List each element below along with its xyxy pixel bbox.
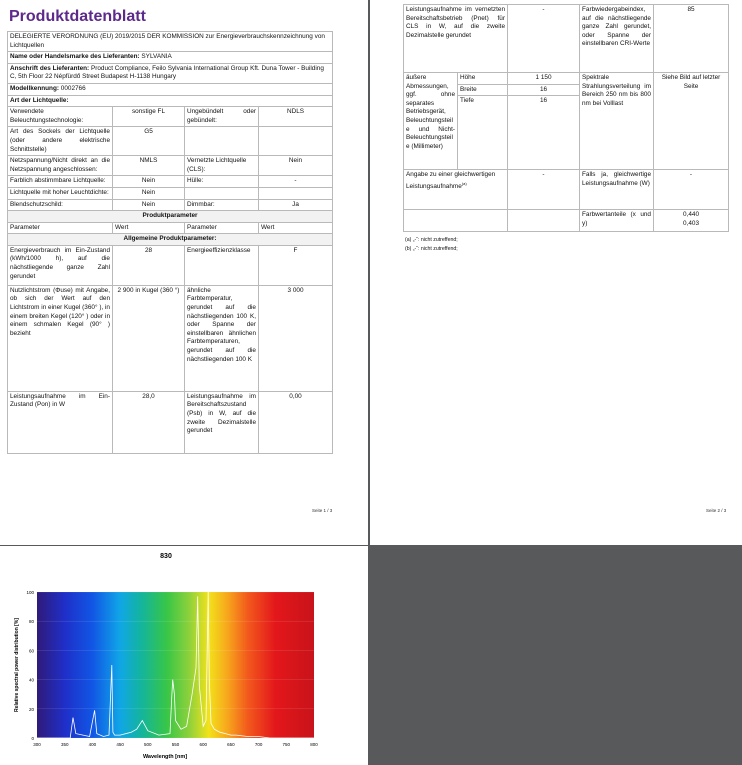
page-1	[0, 0, 368, 545]
table-row: Art des Sockels der Lichtquelle (oder andere elektrische Schnittstelle) G5	[8, 127, 333, 156]
table-row: Farblich abstimmbare Lichtquelle: Nein Hülle: -	[8, 176, 333, 188]
x-axis-ticks	[33, 742, 318, 747]
table-row: Farbwertanteile (x und y) 0,440 0,403	[404, 210, 729, 232]
table-row: äußere Abmessungen, ggf. ohne separates Betriebsgerät, Beleuchtungsteile und Nicht-Beleuchtungsteile (Millimeter) Höhe 1 150 Spektrale Strahlungsverteilung im Bereich 250 nm bis 800 nm bei Volllast Siehe Bild auf letzter Seite	[404, 73, 729, 85]
table-row: Leistungsaufnahme im Ein-Zustand (Pon) in W 28,0 Leistungsaufnahme im Bereitschaftszustand (Psb) in W, auf die zweite Dezimalstelle gerundet 0,00	[8, 391, 333, 453]
datasheet-table-continued	[403, 4, 729, 232]
x-tick-label: 500	[144, 742, 152, 747]
table-row: Blendschutzschild: Nein Dimmbar: Ja	[8, 199, 333, 211]
regulation-text: DELEGIERTE VERORDNUNG (EU) 2019/2015 DER KOMMISSION zur Energieverbrauchskennzeichnung von Lichtquellen	[8, 32, 333, 52]
x-tick-label: 550	[171, 742, 180, 747]
y-tick-label: 40	[28, 677, 34, 683]
luminous-flux-label: Nutzlichtstrom (Φuse) mit Angabe, ob sich der Wert auf den Lichtstrom in einer Kugel (360° ), in einem breiten Kegel (120° ) oder in einem schmalen Kegel (90° ) bezieht	[8, 285, 113, 391]
table-row: Angabe zu einer gleichwertigen Leistungsaufnahme$^{(a)}$ - Falls ja, gleichwertige Leistungsaufnahme (W) -	[404, 170, 729, 210]
x-tick-label: 700	[254, 742, 263, 747]
x-tick-label: 350	[60, 742, 69, 747]
y-axis-label: Relative spectral power distribution [%]	[14, 618, 20, 712]
y-tick-label: 0	[31, 736, 34, 741]
x-tick-label: 650	[227, 742, 235, 747]
x-axis-label: Wavelength [nm]	[142, 754, 188, 760]
document-title: Produktdatenblatt	[9, 8, 146, 25]
table-row: Netzspannung/Nicht direkt an die Netzspannung angeschlossen: NMLS Vernetzte Lichtquelle (CLS): Nein	[8, 156, 333, 176]
table-row: Lichtquelle mit hoher Leuchtdichte: Nein	[8, 187, 333, 199]
product-params-heading: Produktparameter	[8, 211, 333, 223]
general-params-heading: Allgemeine Produktparameter:	[8, 234, 333, 246]
x-tick-label: 800	[310, 742, 318, 747]
x-tick-label: 300	[33, 742, 41, 747]
y-tick-label: 100	[26, 590, 34, 595]
model-row: Modellkennung: 0002766	[8, 83, 333, 95]
footnote-a: (a) „-“: nicht zutreffend;	[405, 237, 458, 244]
footnote-b: (b) „-“: nicht zutreffend;	[405, 246, 458, 253]
x-tick-label: 400	[88, 742, 97, 747]
table-row: Energieverbrauch im Ein-Zustand (kWh/1000 h), auf die nächstliegende ganze Zahl gerundet 28 Energieeffizienzklasse F	[8, 245, 333, 285]
y-tick-label: 80	[28, 619, 34, 625]
supplier-address-row: Anschrift des Lieferanten: Product Compliance, Feilo Sylvania International Group Kft. Duna Tower - Building C, 5th Floor 22 Népfürdő Street Budapest H-1138 Hungary	[8, 63, 333, 83]
supplier-name-row: Name oder Handelsmarke des Lieferanten: SYLVANIA	[8, 52, 333, 64]
table-row: Leistungsaufnahme im vernetzten Bereitschaftsbetrieb (Pnet) für CLS in W, auf die zweite Dezimalstelle gerundet - Farbwiedergabeindex, auf die nächstliegende ganze Zahl gerundet, oder Spanne der einstellbaren CRI-Werte 85	[404, 5, 729, 73]
dimensions-label: äußere Abmessungen, ggf. ohne separates Betriebsgerät, Beleuchtungsteile und Nicht-Beleuchtungsteile (Millimeter)	[404, 73, 458, 170]
y-axis-ticks	[26, 590, 34, 741]
page-3	[0, 546, 368, 765]
table-row: Breite 16	[404, 84, 729, 96]
page-number: Seite 1 / 3	[312, 508, 333, 513]
x-tick-label: 600	[199, 742, 207, 747]
table-row: Tiefe 16	[404, 96, 729, 170]
datasheet-table	[7, 31, 333, 454]
page-2	[370, 0, 742, 545]
y-tick-label: 20	[28, 706, 34, 712]
x-tick-label: 450	[116, 742, 124, 747]
page-number: Seite 2 / 3	[706, 508, 727, 513]
y-tick-label: 60	[28, 648, 34, 654]
x-tick-label: 750	[282, 742, 291, 747]
chart-title: 830	[160, 553, 172, 560]
type-heading: Art der Lichtquelle:	[8, 95, 333, 107]
spectrum-chart	[0, 546, 368, 765]
table-row: Verwendete Beleuchtungstechnologie: sonstige FL Ungebündelt oder gebündelt: NDLS	[8, 107, 333, 127]
table-row: Nutzlichtstrom (Φuse) mit Angabe, ob sich der Wert auf den Lichtstrom in einer Kugel (360° ), in einem breiten Kegel (120° ) oder in einem schmalen Kegel (90° ) bezieht 2 900 in Kugel (360 °) ähnliche Farbtemperatur, gerundet auf die nächstliegenden 100 K, oder Spanne der einstellbaren ähnlichen Farbtemperaturen, gerundet auf die nächstliegenden 100 K 3 000	[8, 285, 333, 391]
table-header-row: Parameter Wert Parameter Wert	[8, 222, 333, 234]
